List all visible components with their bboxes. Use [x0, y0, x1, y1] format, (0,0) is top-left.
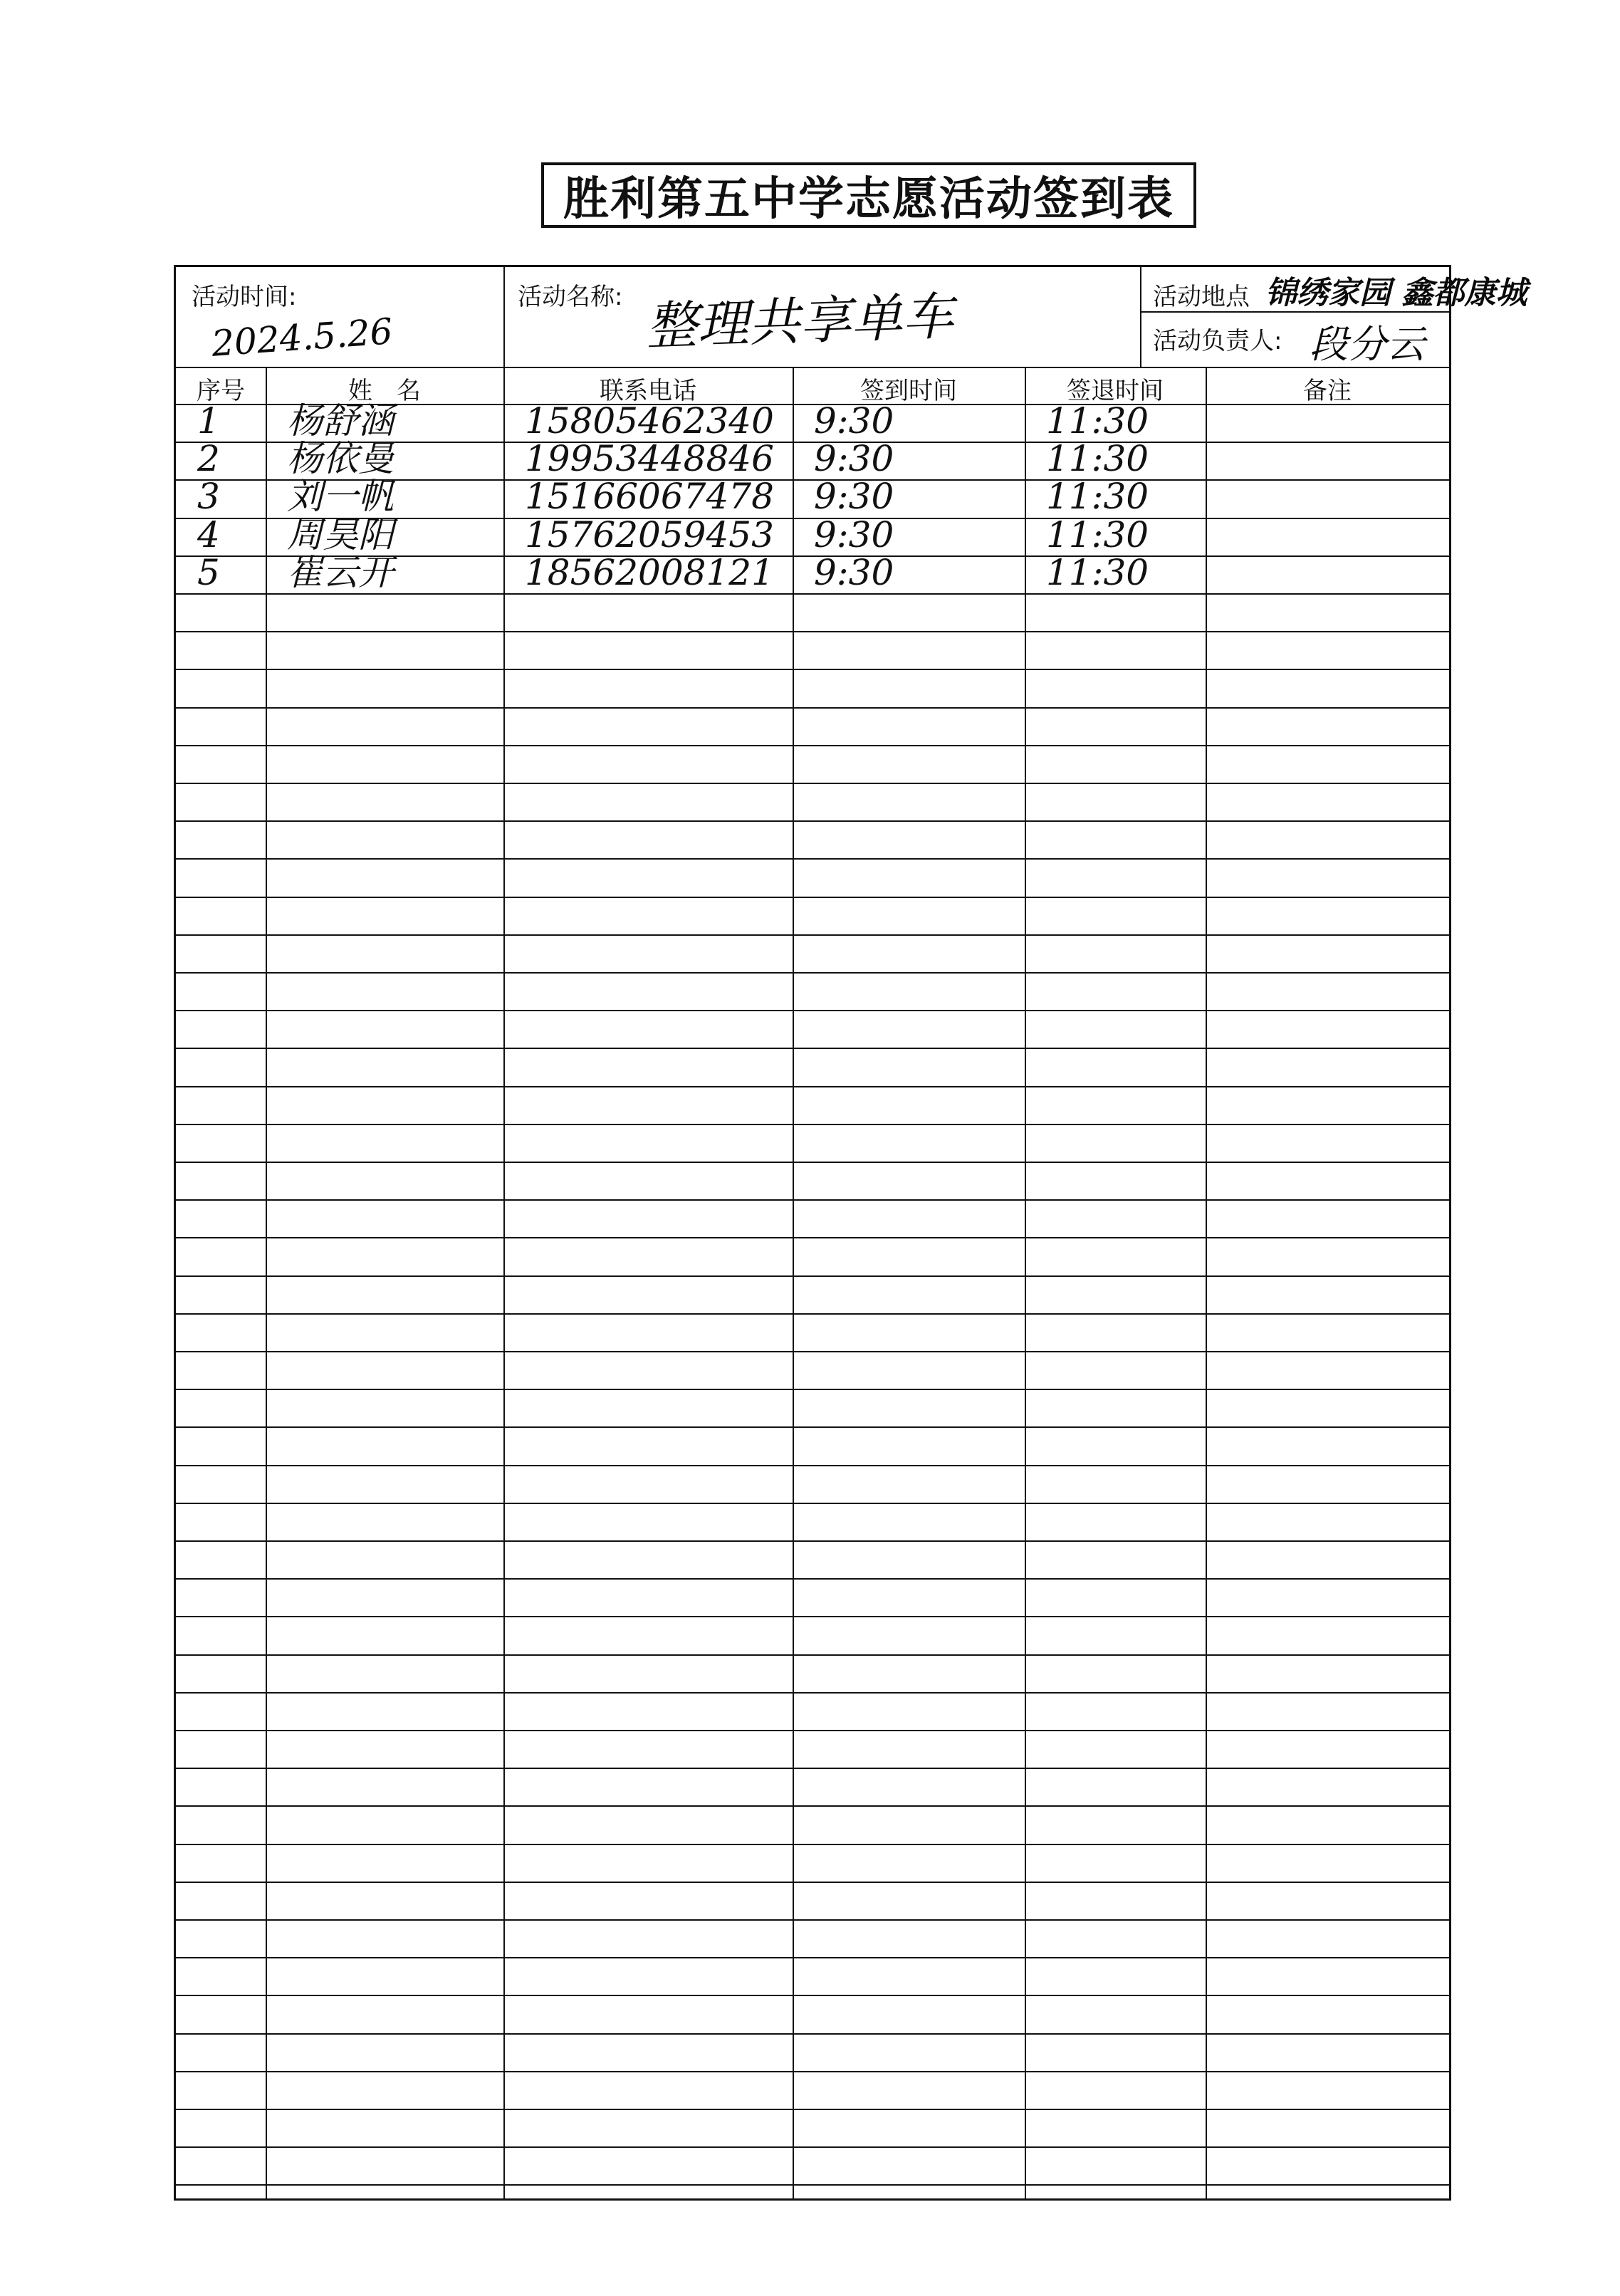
activity-name-label: 活动名称: — [518, 283, 623, 311]
row-sign-out: 11:30 — [1046, 400, 1149, 442]
table-row — [176, 593, 1449, 631]
table-row — [176, 1086, 1449, 1124]
row-sign-in: 9:30 — [814, 400, 894, 442]
table-row — [176, 1730, 1449, 1768]
row-name: 崔云开 — [287, 551, 394, 593]
table-row — [176, 1313, 1449, 1351]
table-row — [176, 669, 1449, 706]
table-row — [176, 934, 1449, 972]
table-row — [176, 1124, 1449, 1162]
table-row — [176, 1389, 1449, 1426]
table-row — [176, 1237, 1449, 1275]
table-row — [176, 551, 1449, 593]
table-row — [176, 972, 1449, 1010]
table-row — [176, 1540, 1449, 1578]
table-row — [176, 1426, 1449, 1464]
sign-in-table — [174, 265, 1527, 2201]
row-sign-out: 11:30 — [1046, 476, 1149, 518]
row-name: 周昊阳 — [287, 513, 394, 555]
table-row — [176, 400, 1449, 442]
table-row — [176, 1162, 1449, 1199]
row-sign-in: 9:30 — [814, 551, 894, 593]
row-sign-in: 9:30 — [814, 513, 894, 555]
column-header-note: 备注 — [1303, 377, 1352, 405]
table-row — [176, 707, 1449, 745]
table-row — [176, 1957, 1449, 1995]
table-row — [176, 631, 1449, 669]
activity-location-value: 锦绣家园 鑫都康城 — [1265, 275, 1527, 311]
row-name: 刘一帆 — [287, 476, 394, 518]
table-row — [176, 2033, 1449, 2071]
table-row — [176, 1351, 1449, 1389]
activity-leader-value: 段分云 — [1310, 322, 1425, 367]
table-row — [176, 1654, 1449, 1692]
table-row — [176, 1578, 1449, 1616]
table-row — [176, 897, 1449, 934]
column-header-sign-in: 签到时间 — [860, 377, 957, 405]
row-sign-out: 11:30 — [1046, 551, 1149, 593]
table-row — [176, 2071, 1449, 2109]
table-row — [176, 1465, 1449, 1503]
activity-name-value: 整理共享单车 — [644, 286, 955, 357]
row-sign-in: 9:30 — [814, 438, 894, 480]
table-row — [176, 476, 1449, 518]
row-phone: 15166067478 — [525, 476, 774, 518]
page-title: 胜利第五中学志愿活动签到表 — [541, 162, 1196, 228]
table-row — [176, 2146, 1449, 2184]
column-header-no: 序号 — [197, 377, 245, 405]
table-row — [176, 2109, 1449, 2146]
table-row — [176, 783, 1449, 820]
table-row — [176, 1692, 1449, 1730]
table-row — [176, 1805, 1449, 1843]
row-phone: 15805462340 — [525, 400, 774, 442]
table-row — [176, 1048, 1449, 1085]
row-phone: 15762059453 — [525, 513, 774, 555]
row-name: 杨舒涵 — [287, 400, 394, 442]
table-row — [176, 513, 1449, 555]
table-row — [176, 438, 1449, 480]
row-number: 5 — [197, 551, 220, 593]
table-row — [176, 1275, 1449, 1313]
column-header-sign-out: 签退时间 — [1067, 377, 1164, 405]
table-row — [176, 1503, 1449, 1540]
header-divider — [503, 267, 505, 367]
row-number: 2 — [197, 438, 220, 480]
table-row — [176, 858, 1449, 896]
table-row — [176, 1995, 1449, 2033]
column-header-phone: 联系电话 — [600, 377, 696, 405]
table-row — [176, 745, 1449, 783]
row-phone: 19953448846 — [525, 438, 774, 480]
row-sign-out: 11:30 — [1046, 438, 1149, 480]
table-row — [176, 820, 1449, 858]
table-row — [176, 1919, 1449, 1957]
row-sign-in: 9:30 — [814, 476, 894, 518]
row-sign-out: 11:30 — [1046, 513, 1149, 555]
row-number: 4 — [197, 513, 220, 555]
table-row — [176, 1768, 1449, 1805]
activity-location-label: 活动地点 — [1153, 283, 1250, 311]
row-number: 3 — [197, 476, 220, 518]
column-header-name: 姓 名 — [348, 377, 421, 405]
table-row — [176, 1844, 1449, 1882]
activity-time-label: 活动时间: — [192, 283, 297, 311]
table-row — [176, 1882, 1449, 1919]
table-row — [176, 1616, 1449, 1654]
column-header-row — [176, 367, 1449, 404]
header-divider — [1140, 267, 1141, 367]
table-row — [176, 1010, 1449, 1048]
activity-leader-label: 活动负责人: — [1153, 327, 1282, 355]
row-number: 1 — [197, 400, 220, 442]
row-name: 杨依曼 — [287, 438, 394, 480]
row-phone: 18562008121 — [525, 551, 774, 593]
activity-time-value: 2024.5.26 — [210, 311, 394, 365]
table-row — [176, 2184, 1449, 2222]
table-row — [176, 1199, 1449, 1237]
